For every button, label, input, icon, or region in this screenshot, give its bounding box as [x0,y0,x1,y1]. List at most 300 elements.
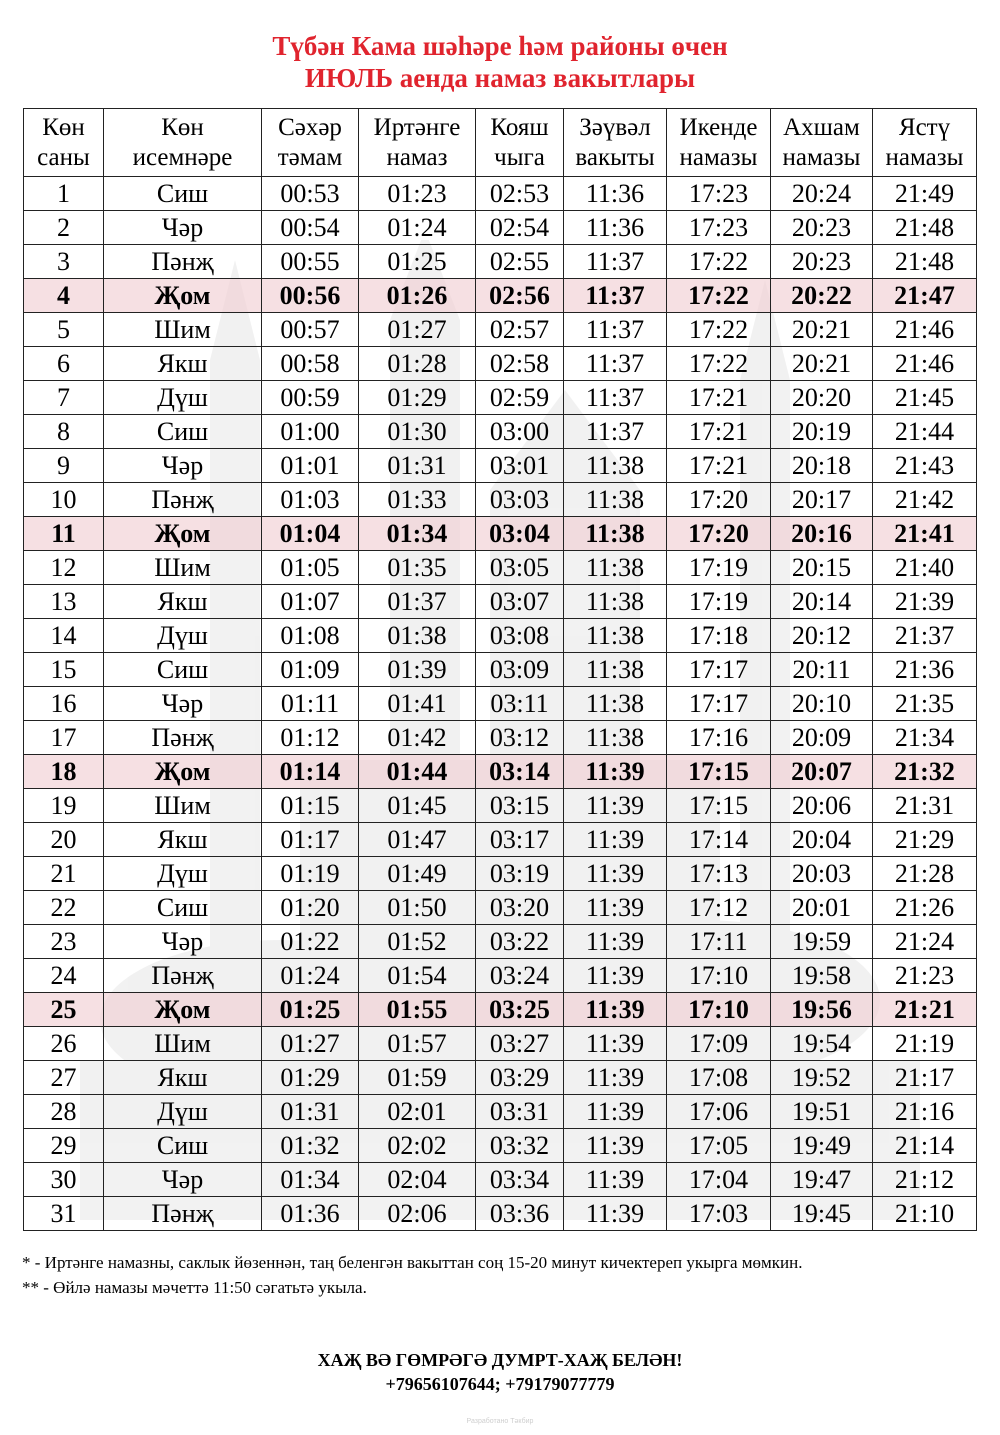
table-cell: 27 [24,1061,104,1095]
table-row [24,755,977,789]
table-cell: 17:16 [667,721,771,755]
table-cell: 11:36 [564,177,667,211]
table-cell: 01:38 [359,619,476,653]
column-header [104,109,262,177]
column-header-line: Икенде [679,113,758,141]
table-cell: 03:07 [476,585,564,619]
table-cell: 02:57 [476,313,564,347]
table-cell: 19 [24,789,104,823]
table-cell: 20:16 [771,517,873,551]
column-header [667,109,771,177]
table-cell: 20:20 [771,381,873,415]
table-cell: 03:27 [476,1027,564,1061]
table-cell: 11 [24,517,104,551]
table-cell: 20 [24,823,104,857]
column-header-line: намазы [679,143,758,171]
table-cell: 14 [24,619,104,653]
table-cell: Пәнҗ [104,245,262,279]
table-cell: 9 [24,449,104,483]
table-cell: 02:04 [359,1163,476,1197]
table-cell: 02:54 [476,211,564,245]
table-cell: 21:37 [873,619,977,653]
table-cell: 03:04 [476,517,564,551]
column-header-line: Кояш [490,113,549,141]
table-cell: Дүш [104,1095,262,1129]
table-cell: 02:56 [476,279,564,313]
table-cell: 20:14 [771,585,873,619]
table-cell: 26 [24,1027,104,1061]
table-cell: 17:10 [667,993,771,1027]
table-row [24,177,977,211]
table-cell: 01:31 [359,449,476,483]
table-cell: Сиш [104,891,262,925]
table-cell: 1 [24,177,104,211]
table-row [24,891,977,925]
table-cell: 01:30 [359,415,476,449]
table-cell: 10 [24,483,104,517]
table-cell: 00:59 [262,381,359,415]
table-cell: 2 [24,211,104,245]
table-cell: 01:04 [262,517,359,551]
table-cell: Җом [104,755,262,789]
table-cell: 21:14 [873,1129,977,1163]
table-cell: 17:21 [667,381,771,415]
table-cell: 7 [24,381,104,415]
table-cell: 01:54 [359,959,476,993]
table-cell: 17:21 [667,449,771,483]
table-cell: 24 [24,959,104,993]
table-row [24,211,977,245]
table-cell: 8 [24,415,104,449]
table-cell: 19:52 [771,1061,873,1095]
table-cell: 01:29 [359,381,476,415]
table-row [24,721,977,755]
table-cell: 11:36 [564,211,667,245]
table-cell: 19:54 [771,1027,873,1061]
table-cell: 21:35 [873,687,977,721]
table-row [24,449,977,483]
table-cell: 21:48 [873,245,977,279]
table-cell: 03:24 [476,959,564,993]
table-cell: 19:47 [771,1163,873,1197]
table-cell: 01:36 [262,1197,359,1231]
table-cell: 11:37 [564,381,667,415]
table-cell: 20:17 [771,483,873,517]
table-cell: 01:15 [262,789,359,823]
table-cell: 17:19 [667,585,771,619]
column-header-line: тәмам [277,143,343,171]
table-row [24,653,977,687]
table-cell: 6 [24,347,104,381]
table-cell: 01:25 [262,993,359,1027]
table-cell: 20:18 [771,449,873,483]
table-cell: 17:17 [667,687,771,721]
table-cell: 21:47 [873,279,977,313]
table-cell: 03:14 [476,755,564,789]
table-row [24,585,977,619]
table-cell: 17:15 [667,755,771,789]
table-row [24,551,977,585]
title-line-2: ИЮЛЬ аенда намаз вакытлары [304,63,696,93]
table-row [24,1163,977,1197]
table-row [24,517,977,551]
table-cell: 17:06 [667,1095,771,1129]
table-cell: Чәр [104,1163,262,1197]
table-cell: 17:17 [667,653,771,687]
table-cell: 11:37 [564,347,667,381]
table-cell: 01:24 [359,211,476,245]
table-cell: 03:34 [476,1163,564,1197]
table-row [24,1061,977,1095]
table-cell: Пәнҗ [104,959,262,993]
table-cell: 01:34 [262,1163,359,1197]
table-cell: 03:25 [476,993,564,1027]
table-cell: 11:39 [564,925,667,959]
table-cell: 11:39 [564,789,667,823]
table-cell: 19:51 [771,1095,873,1129]
table-cell: 11:39 [564,1095,667,1129]
table-body [24,177,977,1231]
table-cell: Пәнҗ [104,483,262,517]
table-cell: 17:22 [667,245,771,279]
table-cell: 17:23 [667,211,771,245]
table-cell: 03:15 [476,789,564,823]
column-header [873,109,977,177]
column-header [771,109,873,177]
table-cell: 17:22 [667,347,771,381]
table-cell: 11:37 [564,313,667,347]
table-cell: Якш [104,1061,262,1095]
table-cell: 4 [24,279,104,313]
table-cell: 01:25 [359,245,476,279]
table-cell: 01:01 [262,449,359,483]
table-cell: 17:14 [667,823,771,857]
table-cell: 03:22 [476,925,564,959]
table-cell: 01:17 [262,823,359,857]
table-cell: 19:58 [771,959,873,993]
table-cell: 01:07 [262,585,359,619]
table-cell: 17:19 [667,551,771,585]
table-cell: 13 [24,585,104,619]
table-cell: 17:22 [667,313,771,347]
table-cell: 3 [24,245,104,279]
table-cell: 21:24 [873,925,977,959]
page-title [0,30,1000,94]
table-cell: Шим [104,313,262,347]
table-cell: 11:37 [564,415,667,449]
table-cell: 11:39 [564,993,667,1027]
table-row [24,1197,977,1231]
table-cell: 21 [24,857,104,891]
table-cell: 03:17 [476,823,564,857]
table-row [24,619,977,653]
column-header-line: намаз [386,143,448,171]
table-cell: 22 [24,891,104,925]
table-cell: 01:50 [359,891,476,925]
column-header-line: Иртәнге [373,113,461,141]
table-cell: 03:01 [476,449,564,483]
table-cell: 20:06 [771,789,873,823]
table-cell: 20:21 [771,347,873,381]
table-cell: Сиш [104,415,262,449]
table-cell: 11:37 [564,245,667,279]
table-cell: 11:38 [564,619,667,653]
footnote-2: ** - Өйлә намазы мәчеттә 11:50 сәгатьтә укыла. [22,1278,367,1297]
table-cell: 15 [24,653,104,687]
table-cell: 11:38 [564,653,667,687]
table-cell: 01:23 [359,177,476,211]
table-cell: Шим [104,551,262,585]
table-cell: 01:08 [262,619,359,653]
table-cell: Пәнҗ [104,1197,262,1231]
table-cell: 28 [24,1095,104,1129]
table-cell: 17:13 [667,857,771,891]
title-line-1: Түбән Кама шәһәре һәм районы өчен [272,31,728,61]
table-cell: Якш [104,347,262,381]
table-cell: 01:49 [359,857,476,891]
table-cell: Чәр [104,211,262,245]
table-cell: 21:48 [873,211,977,245]
table-cell: 01:45 [359,789,476,823]
table-cell: 01:33 [359,483,476,517]
column-header-line: Ястү [898,113,951,141]
table-cell: 11:38 [564,721,667,755]
table-cell: 11:39 [564,1027,667,1061]
footer-contact [0,1348,1000,1396]
table-cell: 01:14 [262,755,359,789]
table-cell: 01:37 [359,585,476,619]
table-cell: 03:05 [476,551,564,585]
table-cell: 01:28 [359,347,476,381]
table-cell: 20:04 [771,823,873,857]
table-cell: 29 [24,1129,104,1163]
column-header-line: Көн [161,113,204,141]
table-cell: 21:10 [873,1197,977,1231]
table-cell: Җом [104,517,262,551]
table-header-row [24,109,977,177]
table-cell: 00:55 [262,245,359,279]
table-cell: 20:10 [771,687,873,721]
table-cell: 21:45 [873,381,977,415]
table-cell: 17:18 [667,619,771,653]
table-row [24,687,977,721]
table-cell: Сиш [104,177,262,211]
table-cell: 21:23 [873,959,977,993]
column-header [24,109,104,177]
table-cell: 21:28 [873,857,977,891]
table-cell: 03:19 [476,857,564,891]
column-header [359,109,476,177]
table-cell: 20:23 [771,245,873,279]
table-cell: 17:05 [667,1129,771,1163]
table-row [24,959,977,993]
table-row [24,381,977,415]
table-cell: 31 [24,1197,104,1231]
table-cell: Пәнҗ [104,721,262,755]
table-cell: 11:39 [564,823,667,857]
table-cell: 11:39 [564,1129,667,1163]
table-row [24,823,977,857]
table-cell: 30 [24,1163,104,1197]
footnotes [22,1250,980,1300]
table-cell: 21:16 [873,1095,977,1129]
table-cell: 01:27 [262,1027,359,1061]
column-header-line: Зәүвәл [579,113,651,141]
table-row [24,1027,977,1061]
table-cell: 03:11 [476,687,564,721]
table-cell: 01:03 [262,483,359,517]
table-cell: 02:59 [476,381,564,415]
table-cell: 02:58 [476,347,564,381]
table-row [24,279,977,313]
table-cell: 21:34 [873,721,977,755]
table-cell: 01:41 [359,687,476,721]
table-cell: 21:49 [873,177,977,211]
table-cell: Чәр [104,925,262,959]
table-cell: 20:01 [771,891,873,925]
table-cell: 17:04 [667,1163,771,1197]
table-cell: 01:39 [359,653,476,687]
table-cell: 5 [24,313,104,347]
table-cell: 20:19 [771,415,873,449]
table-cell: 01:57 [359,1027,476,1061]
table-row [24,415,977,449]
table-cell: 21:41 [873,517,977,551]
table-cell: 12 [24,551,104,585]
table-cell: 19:45 [771,1197,873,1231]
table-cell: 17:11 [667,925,771,959]
table-cell: 17:21 [667,415,771,449]
table-cell: 17:15 [667,789,771,823]
table-cell: 21:12 [873,1163,977,1197]
table-cell: 11:38 [564,687,667,721]
table-cell: 11:38 [564,551,667,585]
table-cell: 21:46 [873,313,977,347]
table-cell: 03:08 [476,619,564,653]
table-cell: 21:21 [873,993,977,1027]
table-cell: 11:39 [564,1197,667,1231]
table-cell: 21:44 [873,415,977,449]
column-header-line: вакыты [575,143,655,171]
table-cell: 01:59 [359,1061,476,1095]
table-cell: 00:58 [262,347,359,381]
table-cell: 01:42 [359,721,476,755]
table-cell: 03:03 [476,483,564,517]
table-cell: 01:52 [359,925,476,959]
table-cell: 25 [24,993,104,1027]
table-cell: 01:09 [262,653,359,687]
column-header [262,109,359,177]
column-header [476,109,564,177]
table-cell: 01:55 [359,993,476,1027]
table-cell: 17:23 [667,177,771,211]
table-cell: 20:11 [771,653,873,687]
table-cell: 01:32 [262,1129,359,1163]
table-cell: 20:21 [771,313,873,347]
table-cell: 03:29 [476,1061,564,1095]
table-cell: Дүш [104,857,262,891]
table-cell: 21:40 [873,551,977,585]
column-header-line: Ахшам [783,113,860,141]
column-header-line: Сәхәр [278,113,342,141]
table-cell: 02:02 [359,1129,476,1163]
table-cell: 11:39 [564,1163,667,1197]
table-cell: 01:19 [262,857,359,891]
column-header-line: саны [37,143,90,171]
table-cell: Чәр [104,449,262,483]
table-cell: 01:26 [359,279,476,313]
table-cell: 20:22 [771,279,873,313]
table-cell: 16 [24,687,104,721]
table-cell: Якш [104,823,262,857]
table-cell: 01:12 [262,721,359,755]
table-row [24,245,977,279]
column-header-line: намазы [782,143,861,171]
table-cell: 21:19 [873,1027,977,1061]
table-cell: Җом [104,279,262,313]
table-cell: 19:49 [771,1129,873,1163]
table-cell: 00:54 [262,211,359,245]
table-cell: 03:00 [476,415,564,449]
column-header-line: чыга [494,143,545,171]
table-cell: 02:55 [476,245,564,279]
table-cell: Якш [104,585,262,619]
table-cell: 11:39 [564,1061,667,1095]
table-cell: Шим [104,1027,262,1061]
table-cell: 20:24 [771,177,873,211]
table-cell: 02:53 [476,177,564,211]
table-cell: 17:10 [667,959,771,993]
table-cell: 01:35 [359,551,476,585]
table-cell: 01:29 [262,1061,359,1095]
table-cell: 20:23 [771,211,873,245]
column-header [564,109,667,177]
table-cell: 17:03 [667,1197,771,1231]
table-cell: 21:36 [873,653,977,687]
table-cell: 17:20 [667,517,771,551]
table-cell: Сиш [104,1129,262,1163]
table-cell: 01:44 [359,755,476,789]
table-cell: 01:47 [359,823,476,857]
column-header-line: исемнәре [132,143,233,171]
table-cell: 20:07 [771,755,873,789]
table-cell: 02:06 [359,1197,476,1231]
table-cell: 03:20 [476,891,564,925]
table-cell: 01:22 [262,925,359,959]
table-cell: 21:32 [873,755,977,789]
table-cell: Чәр [104,687,262,721]
table-cell: 20:03 [771,857,873,891]
table-cell: 11:38 [564,449,667,483]
table-cell: 01:24 [262,959,359,993]
table-cell: 17:09 [667,1027,771,1061]
table-cell: 17 [24,721,104,755]
table-cell: 20:09 [771,721,873,755]
table-cell: 19:59 [771,925,873,959]
developer-credit: Разработано Тәкбир [466,1418,534,1425]
table-cell: Җом [104,993,262,1027]
table-cell: 19:56 [771,993,873,1027]
column-header-line: Көн [42,113,85,141]
table-cell: Дүш [104,381,262,415]
table-cell: 21:46 [873,347,977,381]
footnote-1: * - Иртәнге намазны, саклык йөзеннән, таң беленгән вакыттан соң 15-20 минут кичектереп укырга мөмкин. [22,1253,803,1272]
table-cell: 01:31 [262,1095,359,1129]
table-cell: 11:39 [564,755,667,789]
table-cell: 03:12 [476,721,564,755]
table-cell: 03:36 [476,1197,564,1231]
table-cell: 21:42 [873,483,977,517]
